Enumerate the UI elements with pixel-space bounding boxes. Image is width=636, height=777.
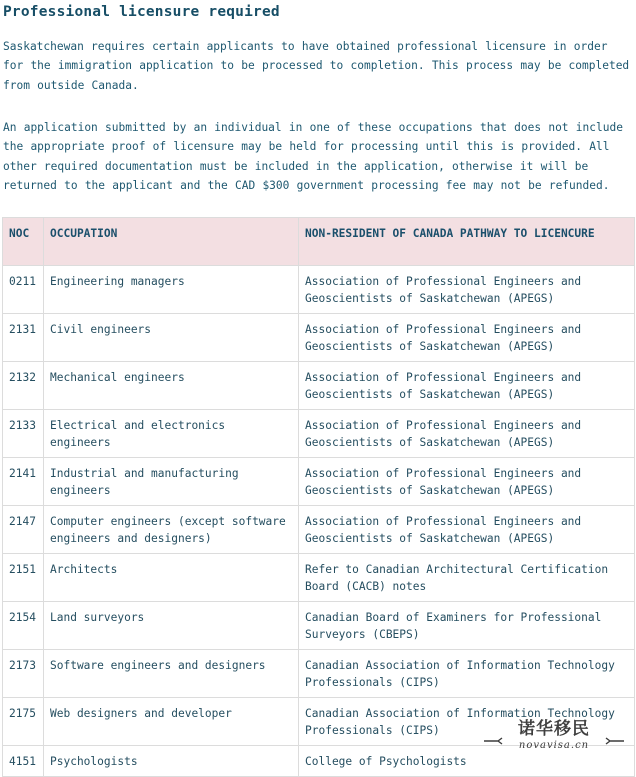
occupation-name: Architects [44, 554, 299, 602]
pathway-link[interactable]: Refer to Canadian Architectural Certification Board (CACB) notes [305, 563, 609, 593]
pathway-link[interactable]: Association of Professional Engineers and Geoscientists of Saskatchewan (APEGS) [305, 371, 582, 401]
noc-code: 2175 [3, 698, 44, 746]
header-noc: NOC [3, 218, 44, 266]
pathway-cell [299, 266, 635, 314]
table-row [3, 266, 635, 314]
pathway-link[interactable]: Association of Professional Engineers and Geoscientists of Saskatchewan (APEGS) [305, 323, 582, 353]
licensure-table [2, 217, 635, 777]
intro-paragraph: Saskatchewan requires certain applicants to have obtained professional licensure in order for the immigration application to be processed to completion. This process may be completed from outside Canada. [3, 40, 630, 92]
watermark-chinese: 诺华移民 [518, 719, 590, 739]
pathway-link[interactable]: Canadian Board of Examiners for Professional Surveyors (CBEPS) [305, 611, 602, 641]
noc-code: 2173 [3, 650, 44, 698]
page-title: Professional licensure required [3, 4, 280, 20]
flourish-right-icon [604, 737, 624, 745]
noc-code: 2154 [3, 602, 44, 650]
occupation-name: Mechanical engineers [44, 362, 299, 410]
table-header-row [3, 218, 635, 266]
noc-code: 2133 [3, 410, 44, 458]
table-row [3, 314, 635, 362]
noc-code: 2147 [3, 506, 44, 554]
pathway-link[interactable]: Canadian Association of Information Technology Professionals (CIPS) [305, 659, 615, 689]
pathway-link[interactable]: Association of Professional Engineers and Geoscientists of Saskatchewan (APEGS) [305, 467, 582, 497]
noc-code: 2151 [3, 554, 44, 602]
header-occupation: OCCUPATION [44, 218, 299, 266]
pathway-cell [299, 554, 635, 602]
pathway-cell [299, 362, 635, 410]
noc-code: 4151 [3, 746, 44, 777]
occupation-name: Web designers and developer [44, 698, 299, 746]
pathway-cell [299, 314, 635, 362]
pathway-link[interactable]: College of Psychologists [305, 755, 467, 768]
warning-paragraph: An application submitted by an individual in one of these occupations that does not include the appropriate proof of licensure may be held for processing until this is provided. All other required documentation must be included in the application, otherwise it will be returned to the applicant and the CAD $300 government processing fee may not be refunded. [3, 121, 623, 192]
occupation-name: Engineering managers [44, 266, 299, 314]
table-row [3, 410, 635, 458]
noc-code: 2141 [3, 458, 44, 506]
pathway-link[interactable]: Association of Professional Engineers and Geoscientists of Saskatchewan (APEGS) [305, 419, 582, 449]
occupation-name: Computer engineers (except software engineers and designers) [44, 506, 299, 554]
watermark-logo [484, 719, 624, 759]
pathway-link[interactable]: Association of Professional Engineers and Geoscientists of Saskatchewan (APEGS) [305, 275, 582, 305]
watermark-latin: novavisa.cn [518, 740, 590, 751]
noc-code: 0211 [3, 266, 44, 314]
occupation-name: Land surveyors [44, 602, 299, 650]
occupation-name: Software engineers and designers [44, 650, 299, 698]
flourish-left-icon [484, 737, 504, 745]
noc-code: 2132 [3, 362, 44, 410]
table-row [3, 506, 635, 554]
occupation-name: Psychologists [44, 746, 299, 777]
occupation-name: Civil engineers [44, 314, 299, 362]
pathway-link[interactable]: Association of Professional Engineers and Geoscientists of Saskatchewan (APEGS) [305, 515, 582, 545]
table-row [3, 362, 635, 410]
pathway-cell [299, 602, 635, 650]
header-pathway: NON-RESIDENT OF CANADA PATHWAY TO LICENCURE [299, 218, 635, 266]
pathway-cell [299, 410, 635, 458]
noc-code: 2131 [3, 314, 44, 362]
occupation-name: Industrial and manufacturing engineers [44, 458, 299, 506]
pathway-link[interactable]: Canadian Association of Information Technology Professionals (CIPS) [305, 707, 615, 737]
pathway-cell [299, 650, 635, 698]
pathway-cell [299, 458, 635, 506]
table-row [3, 650, 635, 698]
pathway-cell [299, 506, 635, 554]
table-row [3, 554, 635, 602]
table-row [3, 458, 635, 506]
table-row [3, 602, 635, 650]
occupation-name: Electrical and electronics engineers [44, 410, 299, 458]
